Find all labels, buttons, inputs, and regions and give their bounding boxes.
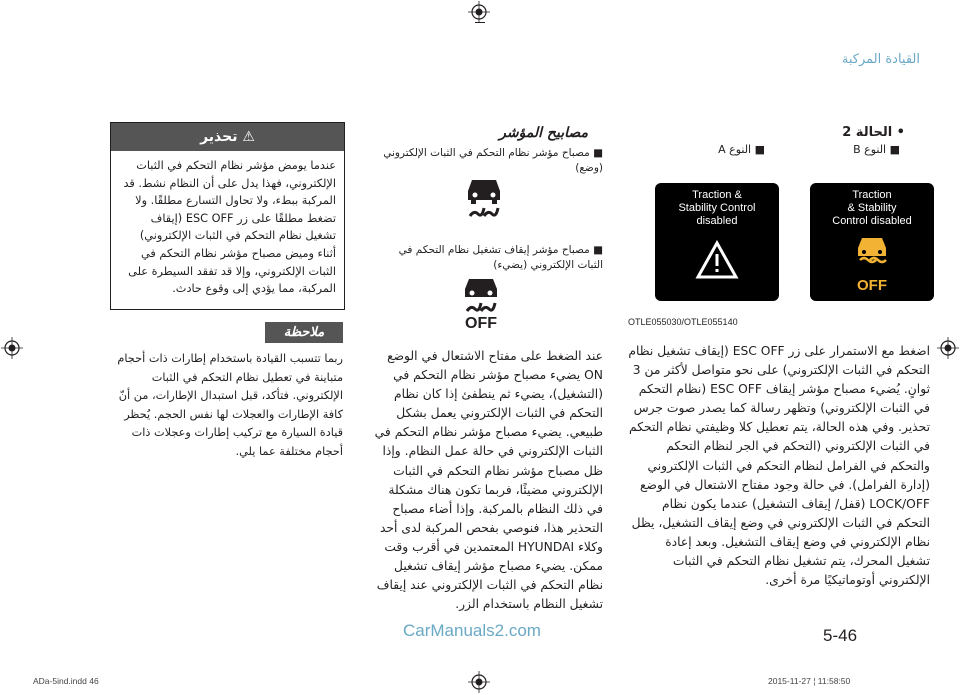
- registration-mark-icon: [937, 337, 959, 359]
- warning-triangle-icon: [695, 240, 739, 280]
- mode-2-title: • الحالة 2: [842, 125, 905, 140]
- watermark: CarManuals2.com: [403, 621, 541, 640]
- esc-indicator-caption: ■ مصباح مؤشر نظام التحكم في الثبات الإلكتروني (وضع): [383, 147, 603, 174]
- esc-off-indicator-icon: [455, 277, 507, 333]
- print-footer-timestamp: 2015-11-27 ¦ 11:58:50: [768, 676, 851, 686]
- page-number: 5-46: [823, 626, 858, 645]
- indicator-lights-title: مصابيح المؤشر: [499, 125, 588, 141]
- type-a-label: ■ النوع A: [718, 143, 765, 156]
- registration-mark-icon: [1, 337, 23, 359]
- note-title: ملاحظة: [265, 322, 343, 343]
- registration-mark-icon: [468, 1, 490, 23]
- esc-indicator-icon: [462, 176, 506, 224]
- esc-off-icon: [852, 232, 892, 280]
- section-header: القيادة المركبة: [841, 52, 920, 67]
- cluster-off-label: OFF: [857, 277, 887, 294]
- cluster-message: Traction & Stability Control disabled: [832, 189, 912, 227]
- esc-off-car-icon: [455, 277, 507, 315]
- cluster-message: Traction & Stability Control disabled: [678, 189, 756, 227]
- type-b-label: ■ النوع B: [853, 143, 900, 156]
- note-text: ربما تتسبب القيادة باستخدام إطارات ذات أحجام متباينة في تعطيل نظام التحكم في الثبات الإلكتروني. فتأكد، قبل استبدال الإطارات، من أنّ كافة الإطارات والعجلات لها نفس الحجم. يُحظر قيادة السيارة مع تركيب إطارات وعجلات ذات أحجام مختلفة عما يلي.: [117, 352, 343, 458]
- warning-text: عندما يومض مؤشر نظام التحكم في الثبات الإلكتروني، فهذا يدل على أن النظام نشط. قد المركبة ببطء، ولا تحاول التسارع مطلقًا. ولا تضغط مطلقًا على زر ESC OFF (إيقاف تشغيل نظام التحكم في الثبات الإلكتروني) أثناء وميض مصباح مؤشر نظام التحكم في الثبات الإلكتروني، وإلا قد تفقد السيطرة على المركبة، مما يؤدي إلى وقوع حادث.: [123, 159, 336, 296]
- warning-title: ⚠ تحذير: [111, 123, 344, 151]
- registration-mark-icon: [468, 671, 490, 693]
- indicator-body: عند الضغط على مفتاح الاشتعال في الوضع ON يضيء مصباح مؤشر نظام التحكم في (التشغيل)، يضيء ثم ينطفئ إذا كان نظام التحكم في الثبات الإلكتروني يعمل بشكل طبيعي. يضيء مصباح مؤشر نظام التحكم في الثبات الإلكتروني في حالة عمل النظام. وإذا ظل مصباح مؤشر نظام التحكم في الثبات الإلكتروني مضيئًا، فربما تكون هناك مشكلة في ذلك النظام بالمركبة. وإذا أضاء مصباح التحذير هذا، فنوصي بفحص المركبة لدى أحد وكلاء HYUNDAI المعتمدين في أقرب وقت ممكن. يضيء مصباح مؤشر إيقاف تشغيل نظام التحكم في الثبات الإلكتروني عند إيقاف تشغيل النظام باستخدام الزر.: [374, 349, 603, 612]
- esc-off-icon-label: OFF: [465, 315, 497, 332]
- figure-reference-code: OTLE055030/OTLE055140: [628, 317, 738, 327]
- print-footer-file: ADa-5ind.indd 46: [33, 676, 99, 686]
- esc-off-indicator-caption: ■ مصباح مؤشر إيقاف تشغيل نظام التحكم في الثبات الإلكتروني (يضيء): [398, 244, 603, 271]
- warning-box: [110, 122, 345, 310]
- mode-2-body: اضغط مع الاستمرار على زر ESC OFF (إيقاف تشغيل نظام التحكم في الثبات الإلكتروني) على نحو متواصل لأكثر من 3 ثوانٍ. يُضيء مصباح مؤشر إيقاف ESC OFF (نظام التحكم في الثبات الإلكتروني) وتظهر رسالة كما يصدر صوت جرس تحذير. وفي هذه الحالة، يتم تعطيل كلا وظيفتي نظام التحكم في الثبات الإلكتروني (التحكم في الجر لنظام التحكم والتحكم في الفرامل لنظام التحكم في الثبات الإلكتروني (إدارة الفرامل). في حالة وجود مفتاح الاشتعال في الوضع LOCK/OFF (قفل/ إيقاف التشغيل) عندما يكون نظام التحكم في الثبات الإلكتروني في وضع إيقاف التشغيل، يظل نظام الإلكتروني في وضع إيقاف التشغيل. وبعد إعادة تشغيل المحرك، يتم تشغيل نظام التحكم في الثبات الإلكتروني أوتوماتيكيًا مرة أخرى.: [628, 344, 930, 588]
- cluster-display-type-b: [810, 183, 934, 301]
- cluster-display-type-a: [655, 183, 779, 301]
